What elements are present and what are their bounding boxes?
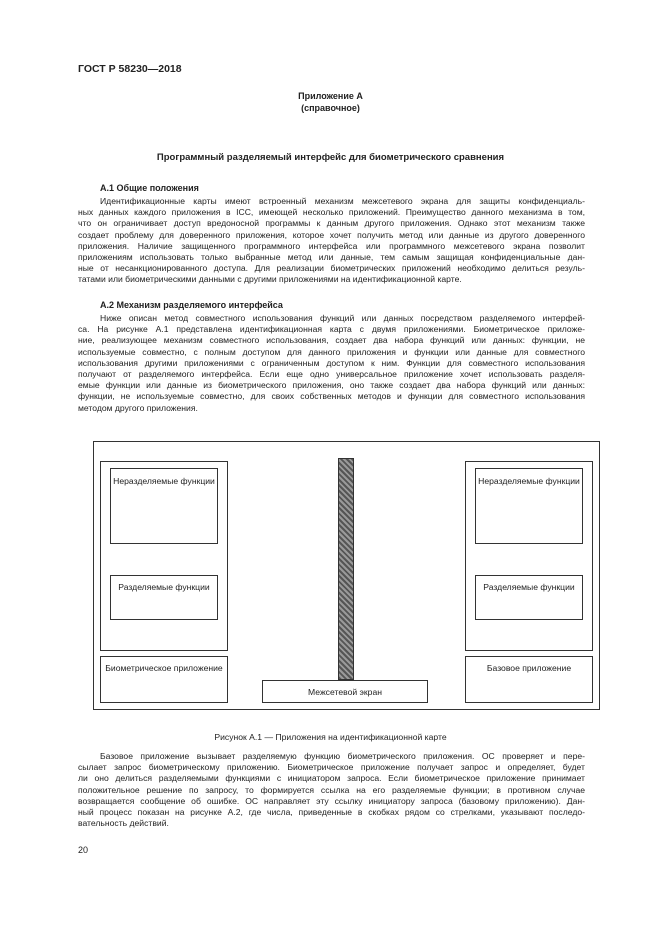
- text-line: Базовое приложение вызывает разделяемую функцию биометрического приложения. ОС проверяет и пере-: [100, 751, 585, 761]
- text-line: Идентификационные карты имеют встроенный механизм межсетевого экрана для защиты конфиденциаль-: [100, 196, 585, 206]
- section-a1-heading: А.1 Общие положения: [100, 183, 199, 193]
- page-number: 20: [78, 845, 89, 855]
- text-line: са. На рисунке А.1 представлена идентификационная карта с двумя приложениями. Биометрическое приложе-: [78, 324, 585, 335]
- text-line: что он ограничивает доступ вредоносной программы к данным другого приложения. Однако этот механизм также: [78, 218, 585, 229]
- main-title: Программный разделяемый интерфейс для биометрического сравнения: [156, 152, 505, 163]
- text-line: ли оно делиться разделяемыми функциями с инициатором запроса. Если биометрическое приложение принимает: [78, 773, 585, 784]
- text-line: сылает запрос биометрическому приложению. Биометрическое приложение получает запрос и определяет, будет: [78, 762, 585, 773]
- firewall-box: Межсетевой экран: [262, 680, 428, 703]
- appendix-title: Приложение А: [298, 91, 363, 101]
- text-line: приложениям использовать только выбранные метод или данные, тем самым защищая конфиденциальные дан-: [78, 252, 585, 263]
- appendix-subtitle: (справочное): [301, 103, 360, 113]
- standard-header: ГОСТ Р 58230—2018: [78, 63, 182, 75]
- firewall-bar: [338, 458, 354, 680]
- text-line: Ниже описан метод совместного использования функций или данных посредством разделяемого интерфей-: [100, 313, 585, 323]
- text-line: татами или биометрическими данными с другими приложениями на идентификационной карте.: [78, 274, 462, 285]
- final-paragraph: [78, 751, 585, 829]
- text-line: приложения. Наличие защищенного программного интерфейса или программного межсетевого экрана позволит: [78, 240, 585, 251]
- text-line: ный процесс показан на рисунке А.2, где числа, приведенные в скобках рядом со стрелками, указывают последо-: [78, 807, 585, 818]
- text-line: ных данных каждого приложения в ICC, имеющей несколько приложений. Преимущество данного механизма в том,: [78, 207, 585, 218]
- text-line: ные от несанкционированного доступа. Для реализации биометрических приложений необходимо делиться резуль-: [78, 263, 585, 274]
- right-shared-box: Разделяемые функции: [475, 575, 583, 620]
- base-app-box: Базовое приложение: [465, 656, 593, 703]
- text-line: методом другого приложения.: [78, 402, 198, 413]
- text-line: емые функции или данные из биометрического приложения, оно также создает два набора функций или данных:: [78, 380, 585, 391]
- text-line: ние, реализующее механизм совместного использования, создает два набора функций или данных: функции, не: [78, 335, 585, 346]
- text-line: создает проблему для доверенного приложения, которое хочет получить метод или данные из другого доверенного: [78, 229, 585, 240]
- text-line: функции, не используемые совместно, для своих собственных методов и функции для совместного использования: [78, 391, 585, 402]
- right-nonshared-box: Неразделяемые функции: [475, 468, 583, 544]
- text-line: используемые совместно, с полным доступом для данного приложения и функции или данные для совместного: [78, 346, 585, 357]
- section-a2-text: [78, 313, 585, 414]
- text-line: возвращается сообщение об ошибке. ОС направляет эту ссылку инициатору запроса (базовому приложению). Дан-: [78, 795, 585, 806]
- section-a2-heading: А.2 Механизм разделяемого интерфейса: [100, 300, 283, 310]
- text-line: положительное решение по запросу, то формируется ссылка на его разделяемые функции; в противном случае: [78, 784, 585, 795]
- section-a1-text: [78, 196, 585, 286]
- figure-caption: Рисунок А.1 — Приложения на идентификационной карте: [214, 732, 447, 742]
- left-shared-box: Разделяемые функции: [110, 575, 218, 620]
- left-nonshared-box: Неразделяемые функции: [110, 468, 218, 544]
- text-line: использования другими приложениями с ограниченным доступом к ним. Функции для совместного использования: [78, 357, 585, 368]
- biometric-app-box: Биометрическое приложение: [100, 656, 228, 703]
- text-line: вательность действий.: [78, 818, 169, 829]
- text-line: получают от разделяемого интерфейса. Если еще одно универсальное приложение хочет использовать разделя-: [78, 369, 585, 380]
